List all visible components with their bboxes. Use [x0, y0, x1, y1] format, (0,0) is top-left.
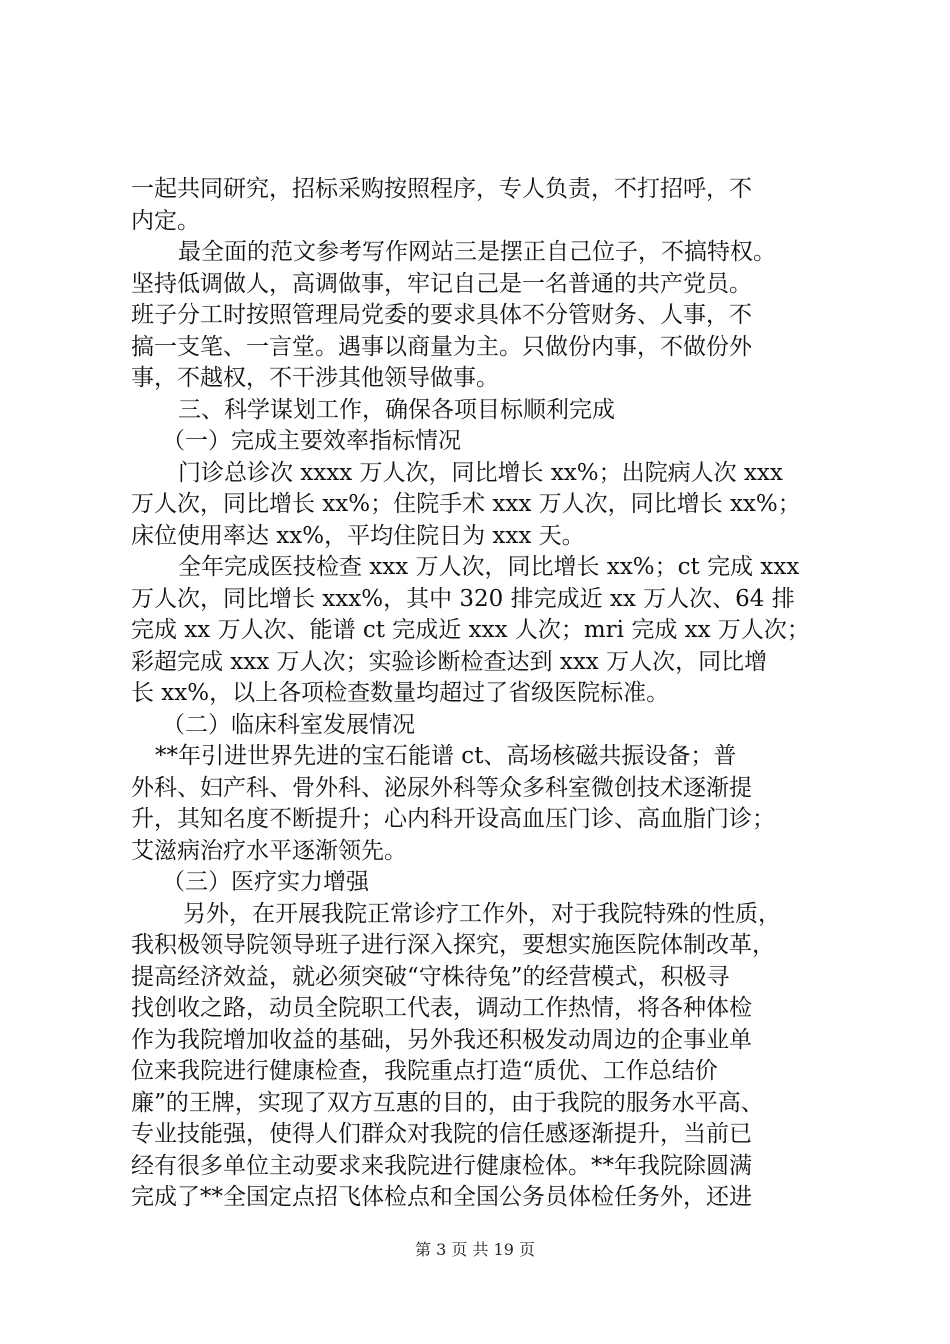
text-line: 我积极领导院领导班子进行深入探究，要想实施医院体制改革， [131, 932, 775, 958]
subsection-heading: （二）临床科室发展情况 [162, 711, 415, 738]
text-line: 提高经济效益，就必须突破“守株待兔”的经营模式，积极寻 [131, 963, 730, 990]
text-line: 作为我院增加收益的基础，另外我还积极发动周边的企事业单 [131, 1026, 752, 1053]
subsection-heading: （三）医疗实力增强 [162, 869, 369, 895]
document-body [131, 174, 831, 1214]
text-line: 事，不越权，不干涉其他领导做事。 [131, 365, 499, 391]
text-line: 长 xx%，以上各项检查数量均超过了省级医院标准。 [131, 680, 670, 706]
text-line: 专业技能强，使得人们群众对我院的信任感逐渐提升，当前已 [131, 1121, 752, 1147]
text-line: 外科、妇产科、骨外科、泌尿外科等众多科室微创技术逐渐提 [131, 774, 752, 801]
text-line: 万人次，同比增长 xx%；住院手术 xxx 万人次，同比增长 xx%； [131, 491, 801, 517]
text-line: 彩超完成 xxx 万人次；实验诊断检查达到 xxx 万人次，同比增 [131, 648, 768, 675]
text-line: 内定。 [131, 207, 200, 234]
text-line: 另外，在开展我院正常诊疗工作外，对于我院特殊的性质， [183, 900, 781, 927]
text-line: 完成了**全国定点招飞体检点和全国公务员体检任务外，还进 [131, 1184, 752, 1210]
page-footer: 第 3 页 共 19 页 [415, 1240, 535, 1259]
text-line: 最全面的范文参考写作网站三是摆正自己位子，不搞特权。 [178, 239, 776, 265]
text-line: 班子分工时按照管理局党委的要求具体不分管财务、人事，不 [131, 302, 752, 328]
text-line: 找创收之路，动员全院职工代表，调动工作热情，将各种体检 [131, 995, 752, 1021]
section-heading: 三、科学谋划工作，确保各项目标顺利完成 [178, 396, 615, 423]
text-line: 升，其知名度不断提升；心内科开设高血压门诊、高血脂门诊； [131, 806, 775, 832]
text-line: 全年完成医技检查 xxx 万人次，同比增长 xx%；ct 完成 xxx [178, 554, 800, 580]
text-line: 搞一支笔、一言堂。遇事以商量为主。只做份内事，不做份外 [131, 333, 752, 360]
text-line: 一起共同研究，招标采购按照程序，专人负责，不打招呼，不 [131, 176, 752, 202]
text-line: 门诊总诊次 xxxx 万人次，同比增长 xx%；出院病人次 xxx [178, 459, 783, 486]
text-line: 坚持低调做人，高调做事，牢记自己是一名普通的共产党员。 [131, 270, 752, 297]
text-line: 万人次，同比增长 xxx%，其中 320 排完成近 xx 万人次、64 排 [131, 585, 795, 612]
subsection-heading: （一）完成主要效率指标情况 [162, 428, 461, 454]
text-line: 完成 xx 万人次、能谱 ct 完成近 xxx 人次；mri 完成 xx 万人次； [131, 617, 810, 643]
text-line: 经有很多单位主动要求来我院进行健康检体。**年我院除圆满 [131, 1152, 752, 1179]
text-line: 廉”的王牌，实现了双方互惠的目的，由于我院的服务水平高、 [131, 1089, 764, 1116]
text-line: 床位使用率达 xx%，平均住院日为 xxx 天。 [131, 522, 585, 549]
text-line: **年引进世界先进的宝石能谱 ct、高场核磁共振设备；普 [155, 743, 737, 769]
text-line: 艾滋病治疗水平逐渐领先。 [131, 837, 407, 864]
text-line: 位来我院进行健康检查，我院重点打造“质优、工作总结价 [131, 1058, 718, 1084]
